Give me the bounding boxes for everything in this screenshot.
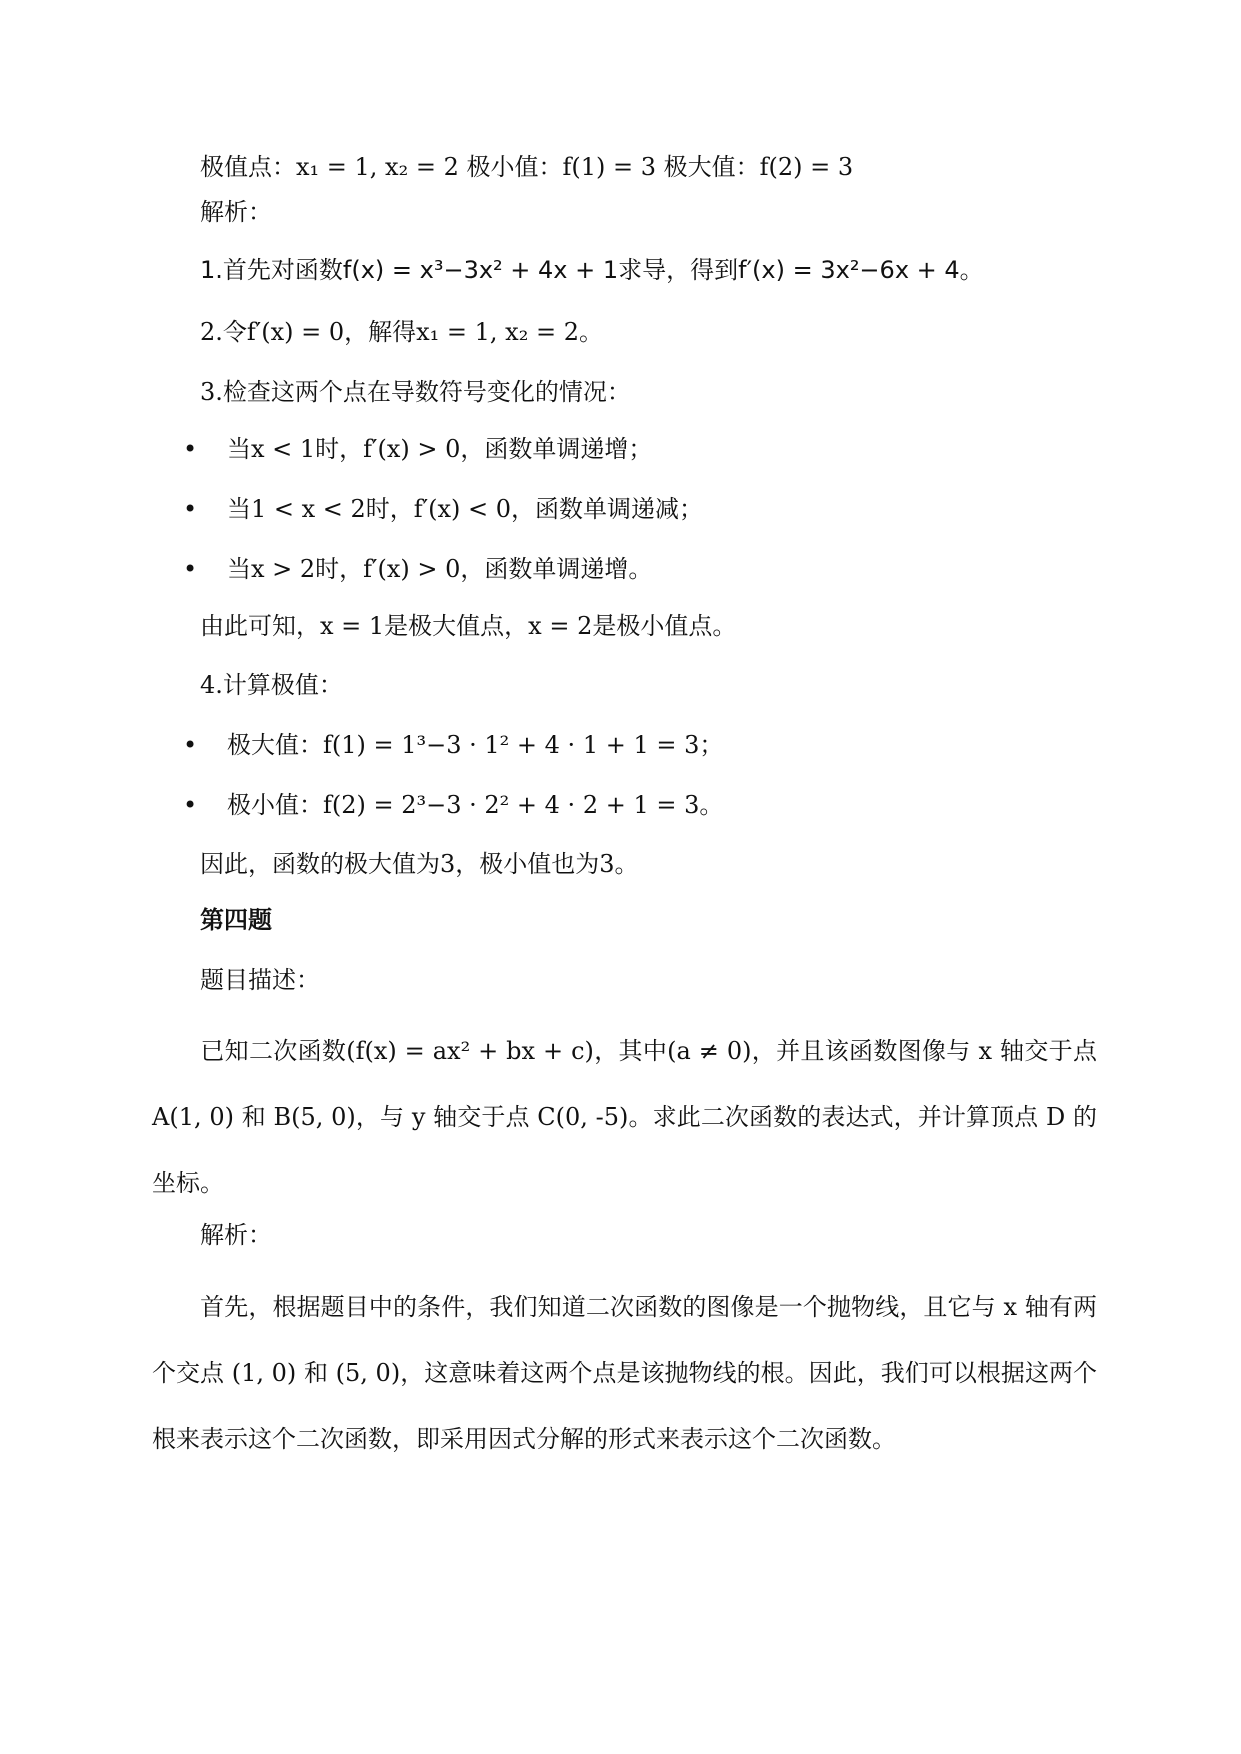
solution-paragraph-text: 首先，根据题目中的条件，我们知道二次函数的图像是一个抛物线，且它与 x 轴有两个交点 (1, 0) 和 (5, 0)，这意味着这两个点是该抛物线的根。因此，我们可以根据这两个根来表示这个二次函数，即采用因式分解的形式来表示这个二次函数。 — [152, 1293, 1097, 1453]
bullet-icon: • — [183, 555, 198, 583]
analysis-heading: 解析： — [200, 198, 272, 226]
solution-paragraph — [152, 1274, 1097, 1472]
final-answer-text: 因此，函数的极大值为3，极小值也为3。 — [200, 850, 639, 878]
list-item-text: 当x > 2时，f′(x) > 0，函数单调递增。 — [227, 555, 653, 583]
conclusion-text: 由此可知，x = 1是极大值点，x = 2是极小值点。 — [200, 612, 737, 640]
step-2-text: 2.令f′(x) = 0，解得x₁ = 1, x₂ = 2。 — [200, 318, 603, 346]
step-4-text: 4.计算极值： — [200, 671, 343, 699]
analysis-heading-2: 解析： — [200, 1221, 272, 1249]
list-item-text: 极大值：f(1) = 1³−3 · 1² + 4 · 1 + 1 = 3； — [227, 731, 724, 759]
extremum-summary: 极值点：x₁ = 1, x₂ = 2 极小值：f(1) = 3 极大值：f(2) = 3 — [200, 153, 854, 181]
step-3-text: 3.检查这两个点在导数符号变化的情况： — [200, 378, 631, 406]
problem-statement-text: 已知二次函数(f(x) = ax² + bx + c)，其中(a ≠ 0)，并且该函数图像与 x 轴交于点 A(1, 0) 和 B(5, 0)，与 y 轴交于点 C(0, -5)。求此二次函数的表达式，并计算顶点 D 的坐标。 — [152, 1037, 1097, 1197]
step-1-text: 1.首先对函数f(x) = x³−3x² + 4x + 1求导，得到f′(x) = 3x²−6x + 4。 — [200, 256, 984, 284]
bullet-icon: • — [183, 731, 198, 759]
bullet-icon: • — [183, 435, 198, 463]
list-item-text: 当x < 1时，f′(x) > 0，函数单调递增； — [227, 435, 653, 463]
section-heading: 第四题 — [200, 906, 272, 934]
bullet-icon: • — [183, 495, 198, 523]
list-item — [183, 728, 723, 762]
list-item — [183, 432, 652, 466]
list-item — [183, 788, 723, 822]
problem-description-label: 题目描述： — [200, 966, 320, 994]
list-item-text: 极小值：f(2) = 2³−3 · 2² + 4 · 2 + 1 = 3。 — [227, 791, 724, 819]
list-item — [183, 552, 652, 586]
list-item — [183, 492, 703, 526]
bullet-icon: • — [183, 791, 198, 819]
problem-statement — [152, 1018, 1097, 1216]
list-item-text: 当1 < x < 2时，f′(x) < 0，函数单调递减； — [227, 495, 704, 523]
